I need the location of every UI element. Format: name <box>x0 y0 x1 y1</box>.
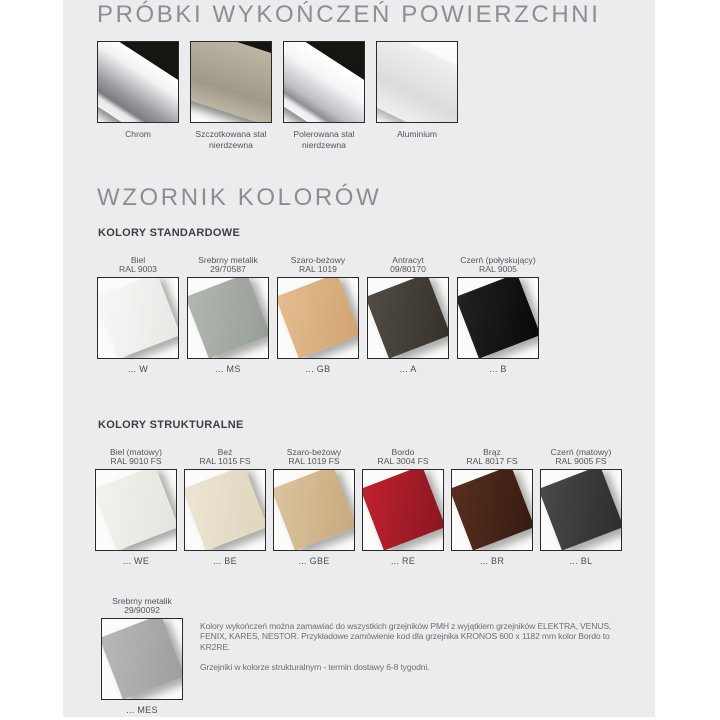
color-caption <box>377 447 428 467</box>
color-cell-szaro-bezowy <box>277 255 359 374</box>
color-order-code: ... B <box>489 364 507 374</box>
color-cell-srebrny-metalik <box>187 255 269 374</box>
color-cell-bez <box>184 447 266 566</box>
color-order-code: ... GB <box>305 364 331 374</box>
color-cell-braz <box>451 447 533 566</box>
color-ral: RAL 1019 <box>299 264 337 275</box>
color-name: Biel (matowy) <box>109 446 163 457</box>
color-order-code: ... BR <box>479 556 505 566</box>
color-order-code: ... MS <box>215 364 241 374</box>
color-name: Antracyt <box>392 254 424 265</box>
color-name: Czerń (połyskujący) <box>460 254 536 265</box>
color-caption <box>551 447 612 467</box>
color-ral: RAL 1019 FS <box>288 456 340 467</box>
color-name: Brąz <box>483 446 501 457</box>
finish-label: Polerowana stal nierdzewna <box>293 129 355 150</box>
color-caption <box>390 255 426 275</box>
color-caption <box>199 447 250 467</box>
finishes-row <box>97 41 458 150</box>
color-swatch-image <box>277 277 359 359</box>
color-swatch-image <box>101 618 183 700</box>
color-order-code: ... BE <box>213 556 237 566</box>
color-caption <box>287 447 341 467</box>
color-name: Biel <box>130 254 146 265</box>
finish-cell-szczotkowana <box>190 41 272 150</box>
color-swatch-image <box>187 277 269 359</box>
color-caption <box>466 447 517 467</box>
catalog-page <box>63 0 655 717</box>
color-name: Bordo <box>391 446 415 457</box>
finish-label: Aluminium <box>396 129 438 139</box>
color-ral: RAL 9005 <box>479 264 517 275</box>
finish-label: Szczotkowana stal nierdzewna <box>195 129 267 150</box>
color-order-code: ... GBE <box>298 556 330 566</box>
finish-swatch-image <box>190 41 272 123</box>
color-name: Srebrny metalik <box>112 595 172 606</box>
color-swatch-image <box>95 469 177 551</box>
color-plate <box>457 277 539 359</box>
color-cell-biel-matowy <box>95 447 177 566</box>
finish-label: Chrom <box>125 129 151 139</box>
color-cell-szaro-bezowy-fs <box>273 447 355 566</box>
metal-sheet <box>376 41 458 123</box>
color-order-code: ... RE <box>390 556 416 566</box>
finish-swatch-image <box>97 41 179 123</box>
color-plate <box>277 277 359 359</box>
color-order-code: ... W <box>128 364 148 374</box>
finish-swatch-image <box>376 41 458 123</box>
color-cell-srebrny-metalik-extra <box>101 596 183 715</box>
color-cell-bordo <box>362 447 444 566</box>
finish-cell-aluminium <box>376 41 458 150</box>
color-plate <box>101 618 183 700</box>
color-ral: 29/90092 <box>124 605 160 616</box>
ordering-note-paragraph: Kolory wykończeń można zamawiać do wszystkich grzejników PMH z wyjątkiem grzejników ELEKTRA, VENUS, FENIX, KARES, NESTOR. Przykładowe zamówienie kod dla grzejnika KRONOS 600 x 1182 mm kolor Bordo to KR2RE. <box>200 621 612 652</box>
color-swatch-image <box>362 469 444 551</box>
color-plate <box>273 469 355 551</box>
color-cell-antracyt <box>367 255 449 374</box>
color-ral: RAL 8017 FS <box>466 456 518 467</box>
color-swatch-image <box>367 277 449 359</box>
color-name: Beż <box>217 446 233 457</box>
color-swatch-image <box>273 469 355 551</box>
color-order-code: ... WE <box>122 556 150 566</box>
metal-sheet <box>190 41 272 123</box>
color-swatch-image <box>457 277 539 359</box>
color-ral: RAL 9003 <box>119 264 157 275</box>
color-plate <box>367 277 449 359</box>
color-caption <box>460 255 535 275</box>
color-caption <box>119 255 157 275</box>
color-cell-biel <box>97 255 179 374</box>
color-name: Szaro-beżowy <box>290 254 346 265</box>
color-ral: 29/70587 <box>210 264 246 275</box>
color-order-code: ... MES <box>126 705 158 715</box>
delivery-note-paragraph: Grzejniki w kolorze strukturalnym - termin dostawy 6-8 tygodni. <box>200 661 430 672</box>
color-caption <box>110 447 162 467</box>
color-cell-czern-matowy <box>540 447 622 566</box>
color-name: Szaro-beżowy <box>286 446 342 457</box>
ordering-notes <box>200 621 636 672</box>
color-ral: RAL 3004 FS <box>377 456 429 467</box>
standard-colors-row <box>97 255 539 374</box>
finish-cell-polerowana <box>283 41 365 150</box>
color-swatch-image <box>540 469 622 551</box>
color-plate <box>97 277 179 359</box>
color-order-code: ... A <box>399 364 417 374</box>
color-ral: 09/80170 <box>390 264 426 275</box>
color-cell-czern-polysk <box>457 255 539 374</box>
structural-colors-row <box>95 447 622 566</box>
color-ral: RAL 1015 FS <box>199 456 251 467</box>
color-plate <box>187 277 269 359</box>
color-plate <box>540 469 622 551</box>
section-heading-structural: KOLORY STRUKTURALNE <box>98 419 244 431</box>
page-title-colors: WZORNIK KOLORÓW <box>97 184 382 211</box>
color-name: Czerń (matowy) <box>550 446 612 457</box>
color-plate <box>362 469 444 551</box>
color-swatch-image <box>451 469 533 551</box>
color-plate <box>451 469 533 551</box>
color-order-code: ... BL <box>569 556 593 566</box>
color-name: Srebrny metalik <box>198 254 258 265</box>
section-heading-standard: KOLORY STANDARDOWE <box>98 227 241 239</box>
color-caption <box>112 596 172 616</box>
finish-cell-chrom <box>97 41 179 150</box>
color-caption <box>198 255 258 275</box>
color-ral: RAL 9010 FS <box>110 456 162 467</box>
color-ral: RAL 9005 FS <box>555 456 607 467</box>
color-swatch-image <box>184 469 266 551</box>
page-title-finishes: PRÓBKI WYKOŃCZEŃ POWIERZCHNI <box>97 1 601 28</box>
color-swatch-image <box>97 277 179 359</box>
finish-swatch-image <box>283 41 365 123</box>
color-caption <box>291 255 345 275</box>
color-plate <box>184 469 266 551</box>
color-plate <box>95 469 177 551</box>
